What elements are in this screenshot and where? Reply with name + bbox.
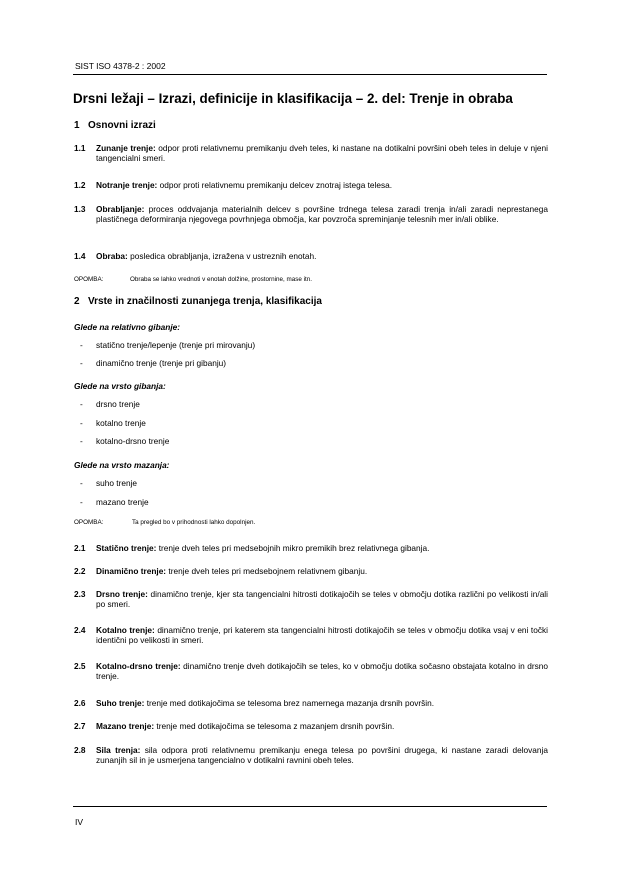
definition-2-3 bbox=[74, 589, 548, 610]
definition-2-5 bbox=[74, 661, 548, 682]
definition-2-8 bbox=[74, 745, 548, 766]
definition-2-4 bbox=[74, 625, 548, 646]
definition-term: Suho trenje: bbox=[96, 698, 145, 708]
definition-term: Obraba: bbox=[96, 251, 128, 261]
definition-text: sila odpora proti relativnemu premikanju enega telesa po površini drugega, ki nastane zaradi delovanja zunanjih sil in je usmerjena tangencialno v dotikalni ravnini obeh teles. bbox=[96, 745, 548, 766]
definition-text: odpor proti relativnemu premikanju dveh teles, ki nastane na dotikalni površini obeh teles in deluje v njeni tangencialni smeri. bbox=[96, 143, 548, 164]
definition-term: Statično trenje: bbox=[96, 543, 157, 553]
definition-2-2 bbox=[74, 566, 548, 576]
definition-number: 1.3 bbox=[74, 204, 86, 214]
definition-text: dinamično trenje, kjer sta tangencialni hitrosti dotikajočih se teles v območju dotika različni po velikosti in/ali po smeri. bbox=[96, 589, 548, 610]
section-number: 1 bbox=[74, 120, 80, 131]
list-item: - kotalno trenje bbox=[80, 418, 146, 428]
definition-number: 2.7 bbox=[74, 721, 86, 731]
page-title: Drsni ležaji – Izrazi, definicije in klasifikacija – 2. del: Trenje in obraba bbox=[73, 91, 513, 106]
list-item: - dinamično trenje (trenje pri gibanju) bbox=[80, 358, 227, 368]
definition-term: Dinamično trenje: bbox=[96, 566, 167, 576]
definition-number: 2.2 bbox=[74, 566, 86, 576]
definition-number: 2.8 bbox=[74, 745, 86, 755]
section-2-heading bbox=[74, 296, 322, 307]
list-item: - suho trenje bbox=[80, 478, 138, 488]
definition-2-7 bbox=[74, 721, 548, 731]
definition-number: 2.1 bbox=[74, 543, 86, 553]
definition-number: 2.3 bbox=[74, 589, 86, 599]
definition-1-4 bbox=[74, 251, 548, 261]
note-1 bbox=[74, 276, 312, 283]
footer-rule bbox=[73, 806, 547, 807]
section-number: 2 bbox=[74, 296, 80, 307]
definition-2-6 bbox=[74, 698, 548, 708]
definition-text: trenje med dotikajočima se telesoma brez namernega mazanja drsnih površin. bbox=[144, 698, 435, 708]
definition-1-3 bbox=[74, 204, 548, 225]
section-title: Vrste in značilnosti zunanjega trenja, klasifikacija bbox=[88, 296, 322, 307]
definition-number: 2.5 bbox=[74, 661, 86, 671]
section-title: Osnovni izrazi bbox=[88, 120, 156, 131]
definition-term: Notranje trenje: bbox=[96, 180, 158, 190]
definition-term: Kotalno trenje: bbox=[96, 625, 155, 635]
definition-1-1 bbox=[74, 143, 548, 164]
note-label: OPOMBA: bbox=[74, 519, 104, 526]
document-code: SIST ISO 4378-2 : 2002 bbox=[75, 61, 166, 71]
list-item: - kotalno-drsno trenje bbox=[80, 436, 170, 446]
definition-text: dinamično trenje, pri katerem sta tangencialni hitrosti dotikajočih se teles v območju dotika vsaj v eni točki identični po velikosti in smeri. bbox=[96, 625, 548, 646]
section-1-heading bbox=[74, 120, 156, 131]
definition-number: 1.1 bbox=[74, 143, 86, 153]
definition-text: proces oddvajanja materialnih delcev s površine trdnega telesa zaradi trenja in/ali zaradi neprestanega plastičnega deformiranja njegovega povrhnjega območja, kar povzroča spreminjanje telesnih mer in/ali oblike. bbox=[96, 204, 548, 225]
group-title: Glede na relativno gibanje: bbox=[74, 322, 181, 332]
note-text: Ta pregled bo v prihodnosti lahko dopolnjen. bbox=[132, 519, 256, 526]
note-2 bbox=[74, 519, 255, 526]
header-rule bbox=[73, 74, 547, 75]
definition-number: 1.4 bbox=[74, 251, 86, 261]
definition-number: 2.6 bbox=[74, 698, 86, 708]
list-item: - statično trenje/lepenje (trenje pri mirovanju) bbox=[80, 340, 256, 350]
group-title: Glede na vrsto mazanja: bbox=[74, 460, 170, 470]
definition-text: trenje dveh teles pri medsebojnem relativnem gibanju. bbox=[166, 566, 368, 576]
note-label: OPOMBA: bbox=[74, 276, 104, 283]
definition-term: Mazano trenje: bbox=[96, 721, 155, 731]
definition-2-1 bbox=[74, 543, 548, 553]
definition-1-2 bbox=[74, 180, 548, 190]
definition-term: Drsno trenje: bbox=[96, 589, 148, 599]
page-number: IV bbox=[75, 817, 84, 827]
list-item: - mazano trenje bbox=[80, 497, 149, 507]
definition-term: Obrabljanje: bbox=[96, 204, 145, 214]
group-title: Glede na vrsto gibanja: bbox=[74, 381, 166, 391]
definition-term: Sila trenja: bbox=[96, 745, 141, 755]
definition-text: trenje med dotikajočima se telesoma z mazanjem drsnih površin. bbox=[154, 721, 395, 731]
definition-term: Zunanje trenje: bbox=[96, 143, 156, 153]
list-item: - drsno trenje bbox=[80, 399, 140, 409]
definition-number: 1.2 bbox=[74, 180, 86, 190]
note-text: Obraba se lahko vrednoti v enotah dolžine, prostornine, mase itn. bbox=[130, 276, 313, 283]
definition-text: posledica obrabljanja, izražena v ustreznih enotah. bbox=[127, 251, 317, 261]
definition-text: dinamično trenje dveh dotikajočih se teles, ko v območju dotika sočasno obstajata kotalno in drsno trenje. bbox=[96, 661, 548, 682]
definition-text: trenje dveh teles pri medsebojnih mikro premikih brez relativnega gibanja. bbox=[156, 543, 430, 553]
definition-term: Kotalno-drsno trenje: bbox=[96, 661, 181, 671]
definition-text: odpor proti relativnemu premikanju delcev znotraj istega telesa. bbox=[157, 180, 393, 190]
definition-number: 2.4 bbox=[74, 625, 86, 635]
